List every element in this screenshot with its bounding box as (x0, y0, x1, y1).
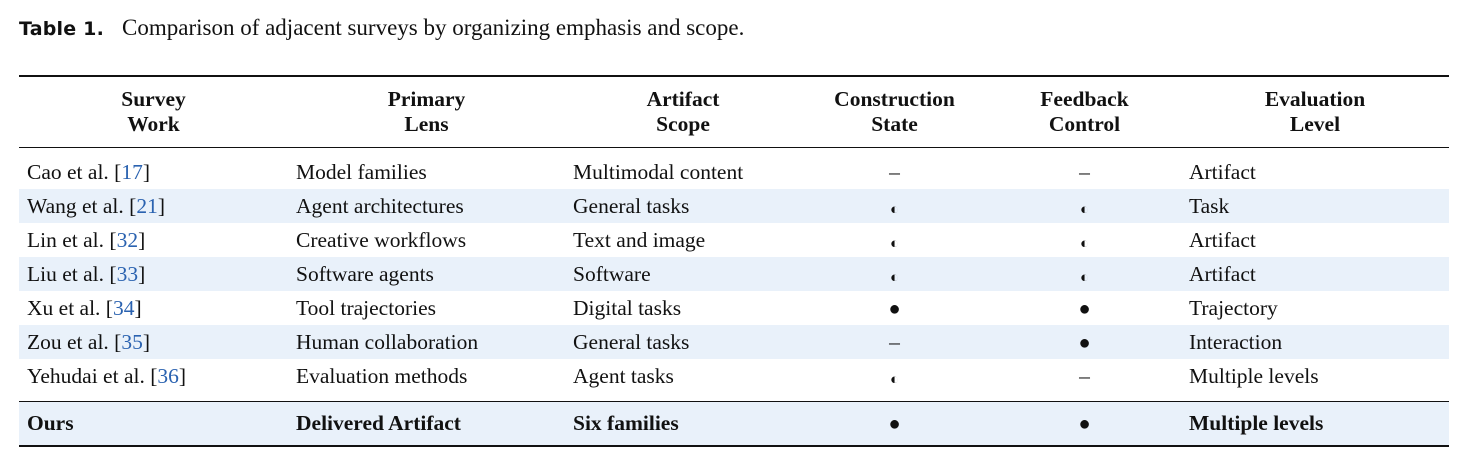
full-circle-icon: ● (1078, 412, 1091, 435)
table-body (19, 147, 1449, 446)
cell-lens: Creative workflows (296, 228, 467, 252)
cell-author: Xu et al. [34] (27, 296, 142, 320)
citation-link[interactable]: 32 (116, 228, 139, 252)
half-circle-icon: ◐ (1079, 201, 1090, 218)
cell-author: Cao et al. [17] (27, 160, 150, 185)
citation-link[interactable]: 35 (121, 330, 143, 354)
header-feedback-control: Feedback Control (1040, 86, 1129, 136)
cell-scope: Text and image (573, 228, 706, 252)
half-circle-icon: ◐ (1079, 235, 1090, 252)
cell-construction (801, 147, 988, 189)
half-circle-icon: ◐ (1079, 269, 1090, 286)
cell-evaluation: Artifact (1181, 257, 1449, 291)
cell-feedback (988, 257, 1181, 291)
table-row (19, 223, 1449, 257)
caption-text: Comparison of adjacent surveys by organizing emphasis and scope. (122, 15, 745, 40)
cell-construction (801, 291, 988, 325)
header-row (19, 76, 1449, 147)
cell-evaluation: Trajectory (1189, 296, 1278, 320)
cell-feedback (988, 291, 1181, 325)
table-row (19, 325, 1449, 359)
cell-lens: Software agents (288, 257, 565, 291)
table-row (19, 359, 1449, 393)
dash-mark: – (889, 160, 900, 185)
cell-lens: Delivered Artifact (288, 401, 565, 446)
cell-evaluation: Multiple levels (1189, 364, 1319, 388)
citation-link[interactable]: 17 (121, 160, 143, 185)
half-circle-icon: ◐ (889, 201, 900, 218)
cell-evaluation: Artifact (1189, 228, 1256, 252)
half-circle-icon: ◐ (889, 269, 900, 286)
caption-label: Table 1. (19, 18, 104, 40)
dash-mark: – (889, 330, 900, 354)
cell-evaluation: Task (1181, 189, 1449, 223)
cell-lens: Tool trajectories (296, 296, 436, 320)
cell-feedback (988, 147, 1181, 189)
header-primary-lens: Primary Lens (387, 86, 466, 136)
table-row (19, 147, 1449, 189)
cell-evaluation: Multiple levels (1181, 401, 1449, 446)
cell-author: Liu et al. [33] (19, 257, 288, 291)
cell-author: Wang et al. [21] (19, 189, 288, 223)
dash-mark: – (1079, 364, 1090, 388)
cell-author: Yehudai et al. [36] (27, 364, 187, 388)
citation-link[interactable]: 21 (136, 194, 158, 218)
cell-scope: Digital tasks (573, 296, 682, 320)
header-evaluation-level: Evaluation Level (1264, 86, 1366, 136)
row-spacer (19, 393, 1449, 401)
cell-scope: General tasks (565, 325, 801, 359)
cell-scope: Six families (565, 401, 801, 446)
cell-scope: Software (565, 257, 801, 291)
table-row-ours (19, 401, 1449, 446)
cell-author: Lin et al. [32] (27, 228, 146, 252)
table-header (19, 76, 1449, 147)
dash-mark: – (1079, 160, 1090, 185)
cell-scope: General tasks (565, 189, 801, 223)
cell-feedback (988, 325, 1181, 359)
cell-construction (801, 401, 988, 446)
cell-construction (801, 189, 988, 223)
cell-feedback (988, 401, 1181, 446)
cell-scope: Agent tasks (573, 364, 674, 388)
half-circle-icon: ◐ (889, 235, 900, 252)
cell-evaluation: Interaction (1181, 325, 1449, 359)
comparison-table (19, 75, 1449, 447)
table-row (19, 257, 1449, 291)
full-circle-icon: ● (1078, 297, 1091, 320)
header-construction-state: Construction State (834, 86, 955, 136)
citation-link[interactable]: 33 (116, 262, 139, 286)
citation-link[interactable]: 36 (157, 364, 179, 388)
cell-feedback (988, 189, 1181, 223)
citation-link[interactable]: 34 (112, 296, 135, 320)
cell-lens: Agent architectures (288, 189, 565, 223)
cell-scope: Multimodal content (573, 160, 744, 185)
header-survey-work: Survey Work (121, 86, 186, 136)
cell-feedback (988, 359, 1181, 393)
cell-author: Zou et al. [35] (19, 325, 288, 359)
cell-evaluation: Artifact (1189, 160, 1256, 185)
cell-lens: Model families (296, 160, 427, 185)
table-row (19, 291, 1449, 325)
header-artifact-scope: Artifact Scope (646, 86, 720, 136)
cell-lens: Evaluation methods (296, 364, 468, 388)
full-circle-icon: ● (1078, 331, 1091, 354)
cell-lens: Human collaboration (288, 325, 565, 359)
table-caption (19, 12, 744, 45)
full-circle-icon: ● (888, 297, 901, 320)
cell-feedback (988, 223, 1181, 257)
full-circle-icon: ● (888, 412, 901, 435)
cell-author: Ours (19, 401, 288, 446)
cell-construction (801, 359, 988, 393)
table-row (19, 189, 1449, 223)
cell-construction (801, 325, 988, 359)
cell-construction (801, 223, 988, 257)
half-circle-icon: ◐ (889, 371, 900, 388)
cell-construction (801, 257, 988, 291)
